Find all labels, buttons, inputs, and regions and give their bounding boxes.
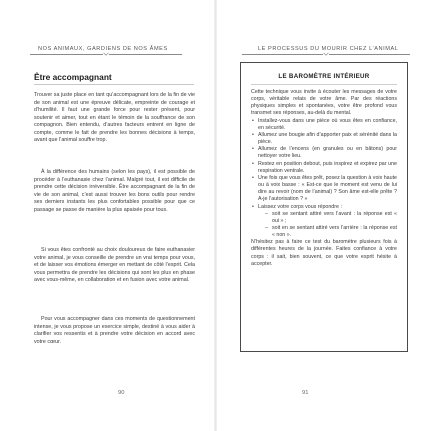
right-header-rule [242,54,410,55]
box-title-rule [251,84,397,85]
body-paragraph-2 [34,169,195,214]
rule-ornament-icon [323,52,329,56]
sub-list [258,211,397,240]
section-title-rule [34,84,194,85]
sub-list-item [258,211,397,225]
box-body [251,89,397,268]
paragraph-text: À la différence des humains (selon les pays), il est possible de procéder à l’euthanasie chez l’animal. Malgré tout, il est difficile de prendre cette décision irréversible. Être accompagnant de la fin de vie de son animal, c’est aussi trouver les bons outils pour rendre ses derniers instants les plus confortables possible pour que ce passage se passe de manière la plus apaisée pour tous. [34,169,195,213]
list-item [251,118,397,132]
bullet-icon: • [252,160,254,167]
dash-icon: – [265,224,268,231]
list-item [251,175,397,204]
bullet-icon: • [252,117,254,124]
list-item [251,161,397,175]
section-title: Être accompagnant [34,72,112,82]
list-item-text: Laissez votre corps vous répondre : [258,203,342,210]
right-running-head: LE PROCESSUS DU MOURIR CHEZ L’ANIMAL [258,46,399,52]
paragraph-text: Pour vous accompagner dans ces moments de questionnement intense, je vous propose un exercice simple, destiné à vous aider à clarifier vos ressentis et à prendre votre décision en accord avec votre cœur. [34,316,195,345]
right-page [216,0,431,431]
list-item-text: Allumez une bougie afin d’apporter paix et sérénité dans la pièce. [258,131,397,146]
body-paragraph-3 [34,247,195,285]
list-item-text: Allumez de l’encens (en granules ou en bâtons) pour nettoyer votre lieu. [258,146,397,160]
body-paragraph-4 [34,316,195,346]
page-number-right: 91 [302,390,309,396]
paragraph-text: Trouver sa juste place en tant qu’accompagnant lors de la fin de vie de son animal est une épreuve délicate, empreinte de courage et d’humilité. Il faut une grande force pour rester présent, pour soutenir et aimer, tout en étant le témoin de la souffrance de son compagnon. Bien entendu, d’autres facteurs entrent en ligne de compte, comme le fait de prendre les bonnes décisions à temps, avant que l’animal souffre trop. [34,92,195,143]
instruction-list [251,118,397,240]
list-item [251,146,397,160]
left-header-rule [30,54,182,55]
paragraph-text: Si vous êtes confronté au choix douloureux de faire euthanasier votre animal, je vous conseille de prendre un vrai temps pour vous, et de laisser vos émotions émerger en mettant de côté l’esprit. Cela vous permettra de prendre les décisions qui sont les plus en phase avec vous-même, en collaboration et en fusion avec votre animal. [34,247,195,283]
left-page [0,0,215,431]
left-running-head: NOS ANIMAUX, GARDIENS DE NOS ÂMES [38,46,168,52]
box-closing: N’hésitez pas à faire ce test du baromètre plusieurs fois à différentes heures de la journée. Faites confiance à votre corps : il sait, bien souvent, ce que votre esprit hésite à accepter. [251,239,397,267]
list-item [251,132,397,146]
box-title: LE BAROMÈTRE INTÉRIEUR [278,73,370,80]
box-intro: Cette technique vous invite à écouter les messages de votre corps, véritable relais de votre âme. Par des réactions physiques simples et spontanées, votre être profond vous transmet ses réponses, au-delà du mental. [251,89,397,117]
sub-list-item [258,225,397,239]
exercise-box [240,62,408,352]
sub-list-item-text: soit en se sentant attiré vers l’arrière : la réponse est « non ». [272,224,397,239]
body-paragraph-1 [34,92,195,145]
list-item-text: Restez en position debout, puis inspirez et expirez par une respiration ventrale. [258,160,397,174]
list-item-text: Une fois que vous êtes prêt, posez la question à voix haute ou à voix basse : « Est-ce que le moment est venu de lui dire au revoir (nom de l’animal) ? Son âme est-elle prête ? A-je l’autorisation ? » [258,174,397,203]
list-item-text: Installez-vous dans une pièce où vous êtes en confiance, en sécurité. [258,117,397,131]
page-number-left: 90 [118,390,125,396]
bullet-icon: • [252,146,254,153]
bullet-icon: • [252,174,254,181]
list-item [251,204,397,240]
rule-ornament-icon [103,52,109,56]
sub-list-item-text: soit se sentant attiré vers l’avant : la réponse est « oui » ; [272,210,397,224]
dash-icon: – [265,210,268,217]
bullet-icon: • [252,131,254,138]
bullet-icon: • [252,203,254,210]
